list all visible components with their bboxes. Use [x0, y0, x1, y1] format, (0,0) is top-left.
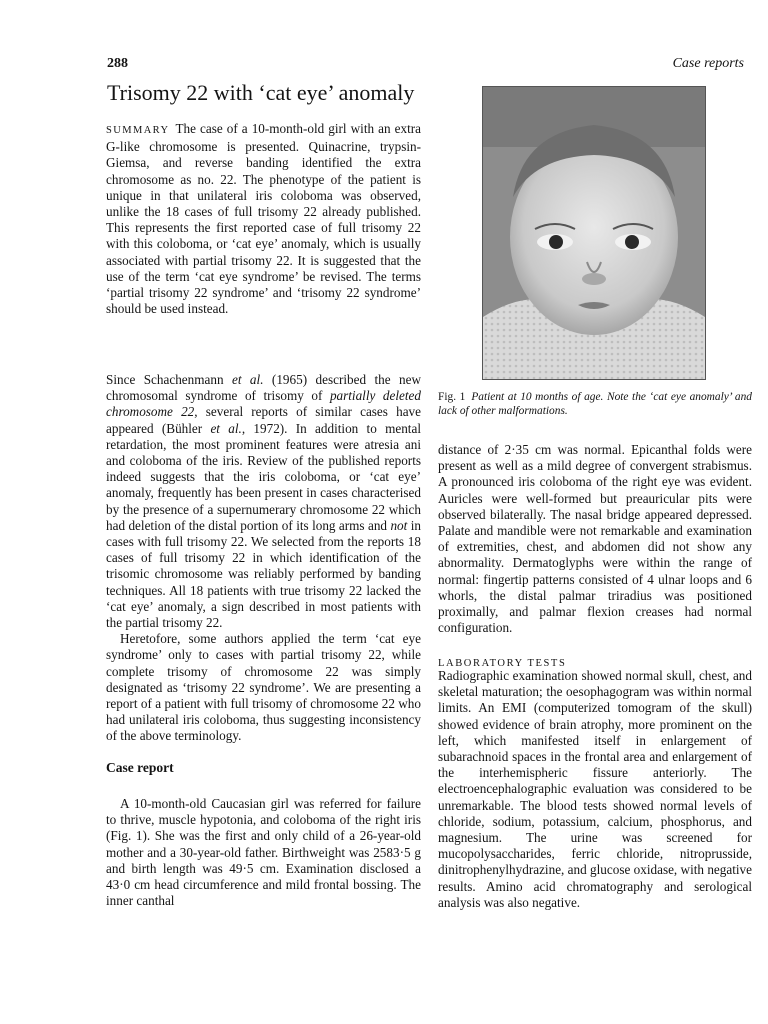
- figure-label: Fig. 1: [438, 391, 466, 403]
- figure-caption: [438, 390, 752, 418]
- article-title: Trisomy 22 with ‘cat eye’ anomaly: [107, 80, 415, 105]
- section-label: Case reports: [672, 56, 744, 71]
- intro-paragraph-1: Since Schachenmann et al. (1965) described the new chromosomal syndrome of trisomy of partially deleted chromosome 22, several reports of similar cases have appeared (Bühler et al., 1972). In addition to mental retardation, the most prominent features were atresia ani and coloboma of the iris. Review of the published reports indeed suggests that the iris coloboma, or ‘cat eye’ anomaly, frequently has been present in cases characterised by the presence of a supernumerary chromosome 22 which had deletion of the distal portion of its long arms and not in cases with full trisomy 22. We selected from the reports 18 cases of full trisomy 22 in which identification of the trisomic chromosome was reliably performed by banding techniques. All 18 patients with true trisomy 22 lacked the ‘cat eye’ anomaly, a sign described in most patients with the partial trisomy 22.: [106, 372, 422, 631]
- laboratory-tests-text: Radiographic examination showed normal skull, chest, and skeletal maturation; the oesophagogram was within normal limits. An EMI (computerized tomogram of the skull) showed evidence of brain atrophy, more prominent on the left, which manifested itself in enlargement of subarachnoid spaces in the frontal area and enlargement of the interhemispheric fissure anteriorly. The electroencephalographic evaluation was considered to be unremarkable. The blood tests showed normal levels of chloride, sodium, potassium, calcium, phosphorus, and magnesium. The urine was screened for mucopolysaccharides, ferric chloride, nitroprusside, dinitrophenylhydrazine, and glucose oxidase, with negative results. Amino acid chromatography and serological analysis was also negative.: [438, 668, 752, 910]
- summary-block: [106, 121, 421, 317]
- patient-photo: [482, 86, 706, 380]
- page-number: 288: [107, 56, 128, 71]
- introduction: [106, 372, 421, 745]
- laboratory-tests-heading: LABORATORY TESTS: [438, 658, 567, 669]
- summary-text: The case of a 10-month-old girl with an extra G-like chromosome is presented. Quinacrine, trypsin-Giemsa, and reverse banding identified the extra chromosome as no. 22. The phenotype of the patient is unique in that unilateral iris coloboma was observed, unlike the 18 cases of full trisomy 22 already published. This represents the first reported case of full trisomy 22 with this coloboma, or ‘cat eye’ anomaly, which is usually associated with partial trisomy 22. It is suggested that the use of the term ‘cat eye syndrome’ be revised. The terms ‘partial trisomy 22 syndrome’ and ‘trisomy 22 syndrome’ should be used instead.: [106, 121, 421, 317]
- case-report-text: A 10-month-old Caucasian girl was referred for failure to thrive, muscle hypotonia, and coloboma of the right iris (Fig. 1). She was the first and only child of a 26-year-old mother and a 30-year-old father. Birthweight was 2583·5 g and birth length was 49·5 cm. Examination disclosed a 43·0 cm head circumference and mild frontal bossing. The inner canthal: [106, 796, 421, 909]
- figure-caption-text: Patient at 10 months of age. Note the ‘cat eye anomaly’ and lack of other malformations.: [438, 391, 752, 417]
- case-report-heading: Case report: [106, 760, 174, 775]
- summary-label: SUMMARY: [106, 125, 170, 136]
- intro-paragraph-2: Heretofore, some authors applied the term ‘cat eye syndrome’ only to cases with partial trisomy 22, while complete trisomy of chromosome 22 was simply designated as ‘trisomy 22 syndrome’. We are presenting a report of a patient with full trisomy of chromosome 22 who had unilateral iris coloboma, thus suggesting inconsistency of the above terminology.: [106, 631, 421, 744]
- case-report-continued: distance of 2·35 cm was normal. Epicanthal folds were present as well as a mild degree of convergent strabismus. A pronounced iris coloboma of the right eye was evident. Auricles were well-formed but preauricular pits were observed bilaterally. The nasal bridge appeared depressed. Palate and mandible were not remarkable and examination of extremities, chest, and abdomen did not show any abnormality. Dermatoglyphs were within the range of normal: fingertip patterns consisted of 4 ulnar loops and 6 whorls, the distal palmar triradius was positioned proximally, and palmar flexion creases had normal configuration.: [438, 442, 752, 636]
